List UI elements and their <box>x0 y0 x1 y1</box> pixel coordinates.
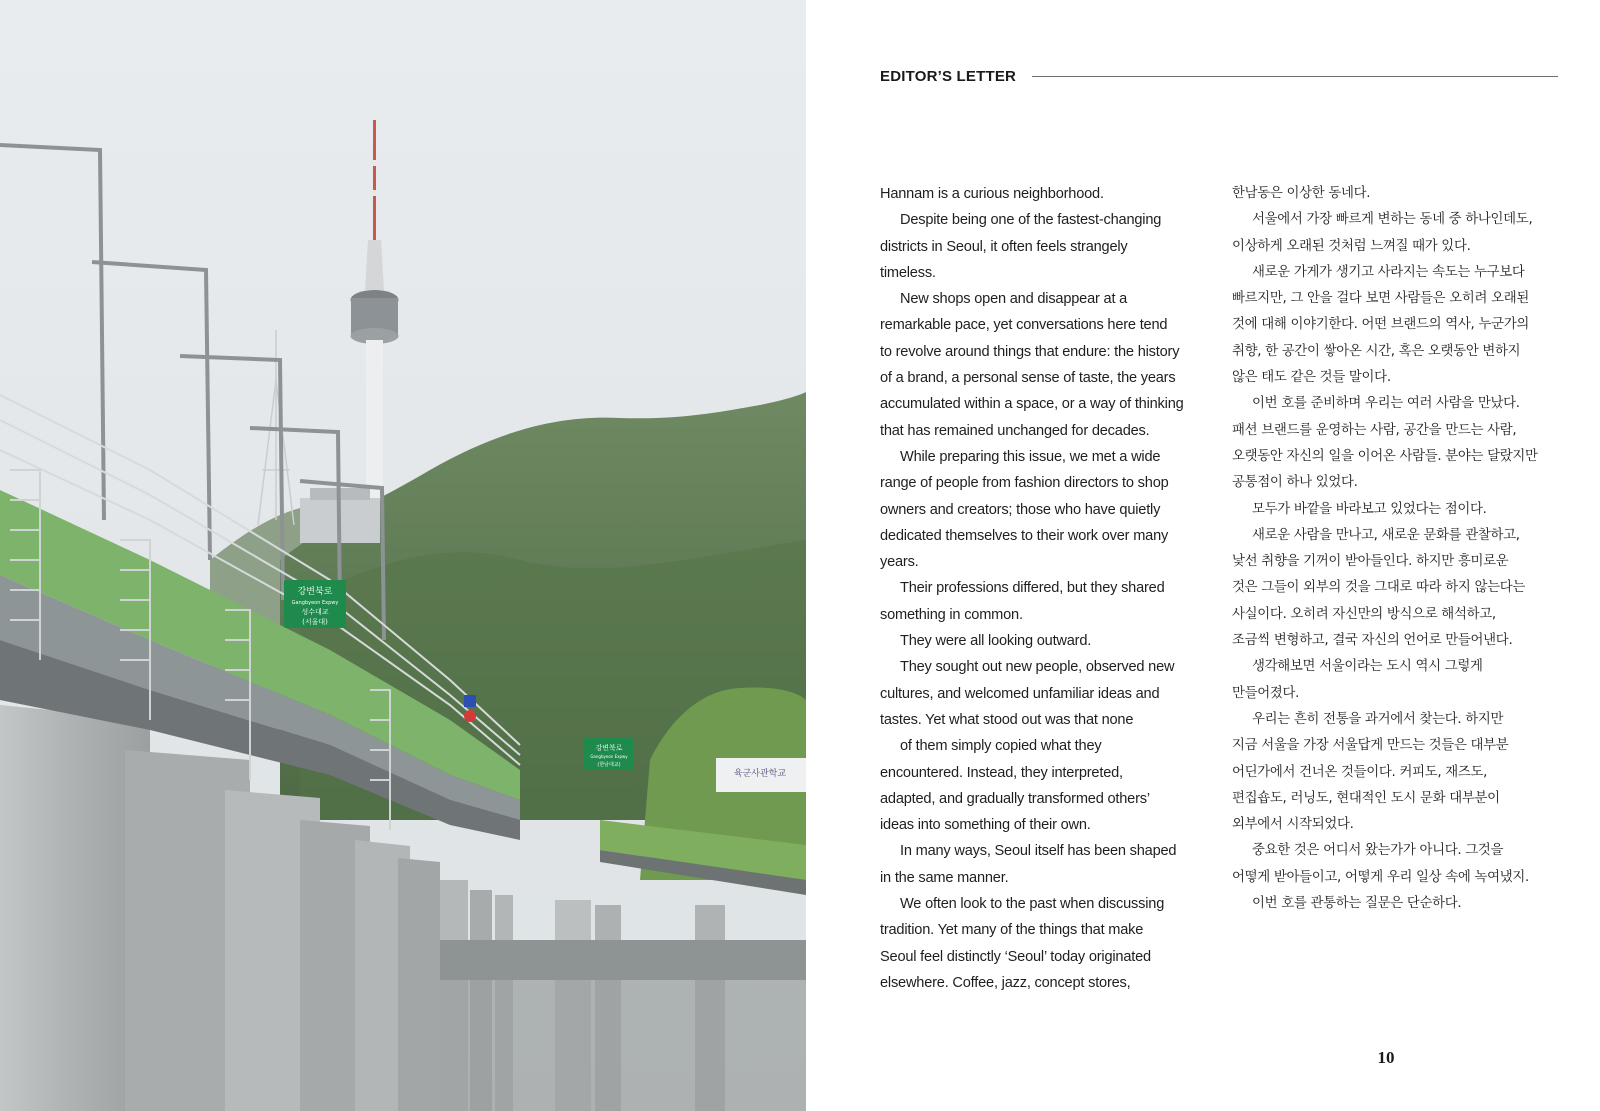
korean-line: 어떻게 받아들이고, 어떻게 우리 일상 속에 녹여냈지. <box>1232 869 1529 885</box>
english-line: adapted, and gradually transformed others’ <box>880 790 1150 807</box>
english-line: in the same manner. <box>880 869 1009 886</box>
english-line: tradition. Yet many of the things that make <box>880 922 1144 939</box>
korean-line: 중요한 것은 어디서 왔는가가 아니다. 그것을 <box>1252 843 1504 859</box>
english-line: While preparing this issue, we met a wide <box>900 448 1161 465</box>
billboard <box>716 758 806 792</box>
korean-line: 공통점이 하나 있었다. <box>1232 475 1358 491</box>
korean-line: 새로운 가게가 생기고 사라지는 속도는 누구보다 <box>1252 264 1525 280</box>
english-line: accumulated within a space, or a way of thinking <box>880 396 1184 413</box>
sign-left-line1: 강변북로 <box>297 587 333 597</box>
korean-line: 않은 태도 같은 것들 말이다. <box>1232 370 1391 386</box>
english-line: dedicated themselves to their work over many <box>880 527 1169 544</box>
page-number: 10 <box>1377 1048 1395 1067</box>
korean-line: 것에 대해 이야기한다. 어떤 브랜드의 역사, 누군가의 <box>1232 317 1529 333</box>
english-line: districts in Seoul, it often feels strangely <box>880 238 1128 255</box>
korean-line: 어딘가에서 건너온 것들이다. 커피도, 재즈도, <box>1232 764 1488 780</box>
english-line: Seoul feel distinctly ‘Seoul’ today originated <box>880 948 1151 965</box>
korean-line: 것은 그들이 외부의 것을 그대로 따라 하지 않는다는 <box>1232 580 1526 596</box>
korean-line: 우리는 흔히 전통을 과거에서 찾는다. 하지만 <box>1252 711 1504 727</box>
sign-right-line1: 강변북로 <box>595 744 623 752</box>
korean-line: 서울에서 가장 빠르게 변하는 동네 중 하나인데도, <box>1252 212 1533 228</box>
english-line: They sought out new people, observed new <box>900 659 1175 676</box>
korean-line: 낯선 취향을 기꺼이 받아들인다. 하지만 흥미로운 <box>1232 554 1509 570</box>
english-line: to revolve around things that endure: the history <box>880 343 1180 360</box>
section-header <box>880 64 1558 88</box>
korean-line: 한남동은 이상한 동네다. <box>1232 186 1371 201</box>
sign-left-line2: Gangbyeon Expwy <box>291 600 339 606</box>
header-rule <box>1032 76 1558 77</box>
korean-column <box>1232 181 1572 917</box>
english-line: of a brand, a personal sense of taste, the years <box>880 370 1176 387</box>
korean-line: 조금씩 변형하고, 결국 자신의 언어로 만들어낸다. <box>1232 633 1513 649</box>
sign-right-line3: (한남대교) <box>597 762 621 768</box>
english-line: encountered. Instead, they interpreted, <box>880 764 1123 781</box>
korean-line: 새로운 사람을 만나고, 새로운 문화를 관찰하고, <box>1252 527 1520 543</box>
korean-line: 이번 호를 관통하는 질문은 단순하다. <box>1252 896 1462 912</box>
sign-left-line4: (서울대) <box>302 618 328 626</box>
korean-line: 지금 서울을 가장 서울답게 만드는 것들은 대부분 <box>1232 738 1509 754</box>
korean-line: 패션 브랜드를 운영하는 사람, 공간을 만드는 사람, <box>1232 422 1517 438</box>
korean-line: 사실이다. 오히려 자신만의 방식으로 해석하고, <box>1232 606 1496 622</box>
road-sign-right <box>584 738 634 770</box>
korean-line: 이번 호를 준비하며 우리는 여러 사람을 만났다. <box>1252 396 1520 412</box>
english-line: We often look to the past when discussing <box>900 896 1165 913</box>
english-line: owners and creators; those who have quietly <box>880 501 1161 518</box>
english-column <box>880 181 1220 996</box>
english-line: New shops open and disappear at a <box>900 291 1128 308</box>
english-line: ideas into something of their own. <box>880 817 1091 834</box>
section-title: EDITOR’S LETTER <box>880 67 1017 85</box>
korean-line: 외부에서 시작되었다. <box>1232 817 1354 833</box>
english-line: Despite being one of the fastest-changing <box>900 212 1162 229</box>
korean-line: 이상하게 오래된 것처럼 느껴질 때가 있다. <box>1232 238 1471 254</box>
english-line: that has remained unchanged for decades. <box>880 422 1150 439</box>
english-line: something in common. <box>880 606 1023 623</box>
billboard-text: 육군사관학교 <box>733 769 787 779</box>
english-line: In many ways, Seoul itself has been shaped <box>900 843 1177 860</box>
korean-line: 편집숍도, 러닝도, 현대적인 도시 문화 대부분이 <box>1232 790 1500 806</box>
sign-right-line2: Gangbyeon Expwy <box>590 754 628 759</box>
english-line: of them simply copied what they <box>900 738 1102 755</box>
english-line: Their professions differed, but they shared <box>900 580 1165 597</box>
korean-line: 빠르지만, 그 안을 걸다 보면 사람들은 오히려 오래된 <box>1232 291 1529 307</box>
english-line: Hannam is a curious neighborhood. <box>880 186 1104 202</box>
english-line: elsewhere. Coffee, jazz, concept stores, <box>880 974 1131 991</box>
korean-line: 생각해보면 서울이라는 도시 역시 그렇게 <box>1252 659 1483 675</box>
english-line: years. <box>880 554 919 571</box>
english-line: remarkable pace, yet conversations here tend <box>880 317 1168 334</box>
road-sign-left <box>284 580 346 628</box>
letter-page <box>806 0 1600 1111</box>
korean-line: 취향, 한 공간이 쌓아온 시간, 혹은 오랫동안 변하지 <box>1232 343 1521 359</box>
english-line: range of people from fashion directors to shop <box>880 475 1169 492</box>
korean-line: 모두가 바깥을 바라보고 있었다는 점이다. <box>1252 501 1487 517</box>
english-line: tastes. Yet what stood out was that none <box>880 711 1134 728</box>
sign-left-line3: 성수대교 <box>301 608 329 616</box>
korean-line: 만들어졌다. <box>1232 685 1300 701</box>
english-line: They were all looking outward. <box>900 633 1092 650</box>
korean-line: 오랫동안 자신의 일을 이어온 사람들. 분야는 달랐지만 <box>1232 448 1538 464</box>
english-line: timeless. <box>880 264 936 281</box>
english-line: cultures, and welcomed unfamiliar ideas and <box>880 685 1160 702</box>
